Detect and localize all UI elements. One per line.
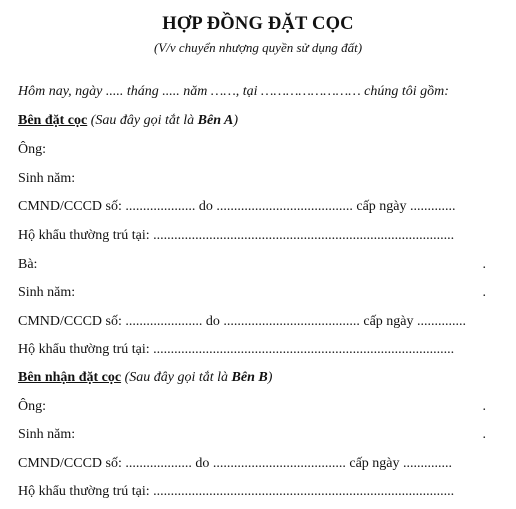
party-a-heading: Bên đặt cọc — [18, 113, 88, 128]
intro-line: Hôm nay, ngày ..... tháng ..... năm ……, tại …………………… chúng tôi gồm: — [18, 84, 449, 99]
party-a-sinh-nam-label: Sinh năm: — [18, 171, 76, 186]
party-a-sinh-nam-2-trailing-dot: . — [482, 285, 486, 300]
party-a-cmnd-line-2: CMND/CCCD số: ...................... do ....................................... cấp ngày .............. — [18, 314, 466, 329]
party-a-heading-line — [18, 113, 238, 129]
party-b-ong-label: Ông: — [18, 399, 46, 414]
party-b-heading-line — [18, 370, 272, 386]
party-b-note: (Sau đây gọi tắt là Bên B) — [124, 370, 273, 385]
party-a-ho-khau-line-2: Hộ khẩu thường trú tại: ...................................................................................... — [18, 342, 455, 357]
party-b-ho-khau-line: Hộ khẩu thường trú tại: ...................................................................................... — [18, 484, 455, 499]
party-a-ong-label: Ông: — [18, 142, 46, 157]
party-a-sinh-nam-2-label: Sinh năm: — [18, 285, 76, 300]
party-b-sinh-nam-label: Sinh năm: — [18, 427, 76, 442]
party-a-ba-label: Bà: — [18, 257, 38, 272]
party-b-heading: Bên nhận đặt cọc — [18, 370, 122, 385]
party-a-cmnd-line: CMND/CCCD số: .................... do ....................................... cấp ngày ............. — [18, 199, 456, 214]
party-a-note: (Sau đây gọi tắt là Bên A) — [90, 113, 238, 128]
party-b-cmnd-line: CMND/CCCD số: ................... do ...................................... cấp ngày .............. — [18, 456, 452, 471]
party-b-sinh-nam-trailing-dot: . — [482, 427, 486, 442]
document-title: HỢP ĐỒNG ĐẶT CỌC — [162, 14, 354, 34]
party-b-ong-trailing-dot: . — [482, 399, 486, 414]
document-subtitle: (V/v chuyển nhượng quyền sử dụng đất) — [153, 40, 363, 55]
party-a-ho-khau-line: Hộ khẩu thường trú tại: ...................................................................................... — [18, 228, 455, 243]
party-a-ba-trailing-dot: . — [482, 257, 486, 272]
